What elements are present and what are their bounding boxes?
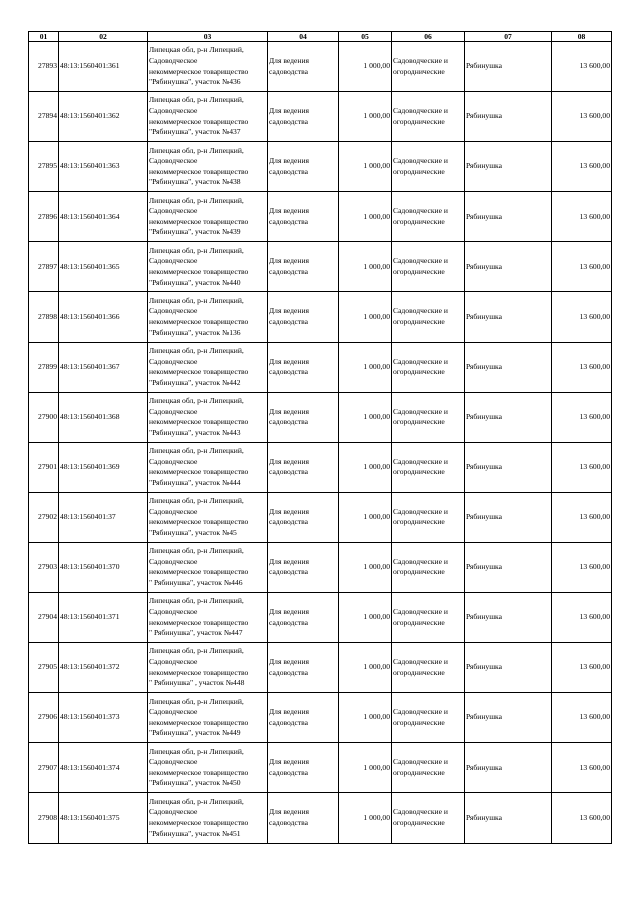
cadastral-number-cell: 48:13:1560401:369 bbox=[59, 442, 148, 492]
partnership-name-cell: Рябинушка bbox=[465, 142, 552, 192]
land-category-cell: Садоводческие и огороднические bbox=[392, 643, 465, 693]
land-category-cell: Садоводческие и огороднические bbox=[392, 743, 465, 793]
cadastral-number-cell: 48:13:1560401:368 bbox=[59, 392, 148, 442]
cadastral-number-cell: 48:13:1560401:372 bbox=[59, 643, 148, 693]
plot-area-cell: 1 000,00 bbox=[339, 743, 392, 793]
cadastral-value-cell: 13 600,00 bbox=[552, 492, 612, 542]
table-row bbox=[29, 793, 612, 843]
cadastral-value-cell: 13 600,00 bbox=[552, 292, 612, 342]
plot-area-cell: 1 000,00 bbox=[339, 542, 392, 592]
cadastral-number-cell: 48:13:1560401:37 bbox=[59, 492, 148, 542]
land-category-cell: Садоводческие и огороднические bbox=[392, 542, 465, 592]
cadastral-number-cell: 48:13:1560401:363 bbox=[59, 142, 148, 192]
plot-area-cell: 1 000,00 bbox=[339, 442, 392, 492]
permitted-use-cell: Для ведения садоводства bbox=[268, 42, 339, 92]
land-category-cell: Садоводческие и огороднические bbox=[392, 693, 465, 743]
plot-area-cell: 1 000,00 bbox=[339, 192, 392, 242]
row-number-cell: 27896 bbox=[29, 192, 59, 242]
table-body bbox=[29, 42, 612, 844]
permitted-use-cell: Для ведения садоводства bbox=[268, 92, 339, 142]
cadastral-number-cell: 48:13:1560401:364 bbox=[59, 192, 148, 242]
row-number-cell: 27903 bbox=[29, 542, 59, 592]
partnership-name-cell: Рябинушка bbox=[465, 593, 552, 643]
land-plots-table bbox=[28, 31, 612, 844]
cadastral-value-cell: 13 600,00 bbox=[552, 442, 612, 492]
plot-address-cell: Липецкая обл, р-н Липецкий, Садоводческое некоммерческое товарищество "Рябинушка", участок №439 bbox=[148, 192, 268, 242]
partnership-name-cell: Рябинушка bbox=[465, 242, 552, 292]
column-header-08: 08 bbox=[552, 32, 612, 42]
partnership-name-cell: Рябинушка bbox=[465, 693, 552, 743]
plot-address-cell: Липецкая обл, р-н Липецкий, Садоводческое некоммерческое товарищество "Рябинушка", участок №443 bbox=[148, 392, 268, 442]
cadastral-number-cell: 48:13:1560401:371 bbox=[59, 593, 148, 643]
plot-address-cell: Липецкая обл, р-н Липецкий, Садоводческое некоммерческое товарищество "Рябинушка", участок №442 bbox=[148, 342, 268, 392]
plot-address-cell: Липецкая обл, р-н Липецкий, Садоводческое некоммерческое товарищество "Рябинушка", участок №136 bbox=[148, 292, 268, 342]
partnership-name-cell: Рябинушка bbox=[465, 793, 552, 843]
permitted-use-cell: Для ведения садоводства bbox=[268, 743, 339, 793]
row-number-cell: 27907 bbox=[29, 743, 59, 793]
row-number-cell: 27904 bbox=[29, 593, 59, 643]
plot-address-cell: Липецкая обл, р-н Липецкий, Садоводческое некоммерческое товарищество " Рябинушка" , участок №448 bbox=[148, 643, 268, 693]
plot-address-cell: Липецкая обл, р-н Липецкий, Садоводческое некоммерческое товарищество "Рябинушка", участок №437 bbox=[148, 92, 268, 142]
row-number-cell: 27897 bbox=[29, 242, 59, 292]
cadastral-value-cell: 13 600,00 bbox=[552, 743, 612, 793]
plot-area-cell: 1 000,00 bbox=[339, 492, 392, 542]
column-header-07: 07 bbox=[465, 32, 552, 42]
plot-address-cell: Липецкая обл, р-н Липецкий, Садоводческое некоммерческое товарищество "Рябинушка", участок №45 bbox=[148, 492, 268, 542]
cadastral-value-cell: 13 600,00 bbox=[552, 342, 612, 392]
land-category-cell: Садоводческие и огороднические bbox=[392, 492, 465, 542]
table-row bbox=[29, 242, 612, 292]
plot-address-cell: Липецкая обл, р-н Липецкий, Садоводческое некоммерческое товарищество "Рябинушка", участок №451 bbox=[148, 793, 268, 843]
row-number-cell: 27894 bbox=[29, 92, 59, 142]
partnership-name-cell: Рябинушка bbox=[465, 392, 552, 442]
plot-address-cell: Липецкая обл, р-н Липецкий, Садоводческое некоммерческое товарищество " Рябинушка", участок №446 bbox=[148, 542, 268, 592]
partnership-name-cell: Рябинушка bbox=[465, 42, 552, 92]
partnership-name-cell: Рябинушка bbox=[465, 192, 552, 242]
table-row bbox=[29, 542, 612, 592]
partnership-name-cell: Рябинушка bbox=[465, 542, 552, 592]
permitted-use-cell: Для ведения садоводства bbox=[268, 593, 339, 643]
row-number-cell: 27905 bbox=[29, 643, 59, 693]
land-category-cell: Садоводческие и огороднические bbox=[392, 192, 465, 242]
permitted-use-cell: Для ведения садоводства bbox=[268, 542, 339, 592]
plot-address-cell: Липецкая обл, р-н Липецкий, Садоводческое некоммерческое товарищество "Рябинушка", участок №438 bbox=[148, 142, 268, 192]
cadastral-number-cell: 48:13:1560401:375 bbox=[59, 793, 148, 843]
plot-address-cell: Липецкая обл, р-н Липецкий, Садоводческое некоммерческое товарищество " Рябинушка", участок №447 bbox=[148, 593, 268, 643]
land-category-cell: Садоводческие и огороднические bbox=[392, 442, 465, 492]
cadastral-number-cell: 48:13:1560401:361 bbox=[59, 42, 148, 92]
cadastral-number-cell: 48:13:1560401:367 bbox=[59, 342, 148, 392]
table-row bbox=[29, 192, 612, 242]
plot-address-cell: Липецкая обл, р-н Липецкий, Садоводческое некоммерческое товарищество "Рябинушка", участок №444 bbox=[148, 442, 268, 492]
partnership-name-cell: Рябинушка bbox=[465, 342, 552, 392]
column-header-01: 01 bbox=[29, 32, 59, 42]
table-row bbox=[29, 142, 612, 192]
cadastral-number-cell: 48:13:1560401:374 bbox=[59, 743, 148, 793]
row-number-cell: 27908 bbox=[29, 793, 59, 843]
cadastral-value-cell: 13 600,00 bbox=[552, 693, 612, 743]
permitted-use-cell: Для ведения садоводства bbox=[268, 693, 339, 743]
land-category-cell: Садоводческие и огороднические bbox=[392, 793, 465, 843]
table-row bbox=[29, 442, 612, 492]
plot-area-cell: 1 000,00 bbox=[339, 593, 392, 643]
permitted-use-cell: Для ведения садоводства bbox=[268, 442, 339, 492]
cadastral-value-cell: 13 600,00 bbox=[552, 242, 612, 292]
permitted-use-cell: Для ведения садоводства bbox=[268, 392, 339, 442]
cadastral-value-cell: 13 600,00 bbox=[552, 92, 612, 142]
plot-area-cell: 1 000,00 bbox=[339, 92, 392, 142]
cadastral-value-cell: 13 600,00 bbox=[552, 392, 612, 442]
permitted-use-cell: Для ведения садоводства bbox=[268, 793, 339, 843]
row-number-cell: 27900 bbox=[29, 392, 59, 442]
permitted-use-cell: Для ведения садоводства bbox=[268, 492, 339, 542]
plot-address-cell: Липецкая обл, р-н Липецкий, Садоводческое некоммерческое товарищество "Рябинушка", участок №450 bbox=[148, 743, 268, 793]
land-category-cell: Садоводческие и огороднические bbox=[392, 142, 465, 192]
table-row bbox=[29, 392, 612, 442]
cadastral-value-cell: 13 600,00 bbox=[552, 542, 612, 592]
table-row bbox=[29, 492, 612, 542]
column-header-02: 02 bbox=[59, 32, 148, 42]
plot-area-cell: 1 000,00 bbox=[339, 292, 392, 342]
column-header-03: 03 bbox=[148, 32, 268, 42]
row-number-cell: 27902 bbox=[29, 492, 59, 542]
permitted-use-cell: Для ведения садоводства bbox=[268, 342, 339, 392]
cadastral-value-cell: 13 600,00 bbox=[552, 593, 612, 643]
cadastral-number-cell: 48:13:1560401:366 bbox=[59, 292, 148, 342]
table-row bbox=[29, 743, 612, 793]
plot-area-cell: 1 000,00 bbox=[339, 142, 392, 192]
partnership-name-cell: Рябинушка bbox=[465, 92, 552, 142]
cadastral-value-cell: 13 600,00 bbox=[552, 793, 612, 843]
permitted-use-cell: Для ведения садоводства bbox=[268, 242, 339, 292]
land-category-cell: Садоводческие и огороднические bbox=[392, 392, 465, 442]
plot-area-cell: 1 000,00 bbox=[339, 643, 392, 693]
table-row bbox=[29, 92, 612, 142]
plot-area-cell: 1 000,00 bbox=[339, 392, 392, 442]
cadastral-value-cell: 13 600,00 bbox=[552, 142, 612, 192]
land-category-cell: Садоводческие и огороднические bbox=[392, 292, 465, 342]
header-row bbox=[29, 32, 612, 42]
plot-area-cell: 1 000,00 bbox=[339, 342, 392, 392]
row-number-cell: 27895 bbox=[29, 142, 59, 192]
partnership-name-cell: Рябинушка bbox=[465, 292, 552, 342]
cadastral-number-cell: 48:13:1560401:370 bbox=[59, 542, 148, 592]
plot-area-cell: 1 000,00 bbox=[339, 242, 392, 292]
table-row bbox=[29, 693, 612, 743]
plot-area-cell: 1 000,00 bbox=[339, 42, 392, 92]
land-category-cell: Садоводческие и огороднические bbox=[392, 42, 465, 92]
cadastral-value-cell: 13 600,00 bbox=[552, 643, 612, 693]
cadastral-value-cell: 13 600,00 bbox=[552, 42, 612, 92]
table-row bbox=[29, 643, 612, 693]
row-number-cell: 27899 bbox=[29, 342, 59, 392]
table-row bbox=[29, 292, 612, 342]
plot-area-cell: 1 000,00 bbox=[339, 693, 392, 743]
permitted-use-cell: Для ведения садоводства bbox=[268, 643, 339, 693]
cadastral-number-cell: 48:13:1560401:373 bbox=[59, 693, 148, 743]
row-number-cell: 27906 bbox=[29, 693, 59, 743]
cadastral-number-cell: 48:13:1560401:365 bbox=[59, 242, 148, 292]
permitted-use-cell: Для ведения садоводства bbox=[268, 192, 339, 242]
column-header-06: 06 bbox=[392, 32, 465, 42]
document-page bbox=[28, 31, 611, 844]
permitted-use-cell: Для ведения садоводства bbox=[268, 142, 339, 192]
land-category-cell: Садоводческие и огороднические bbox=[392, 593, 465, 643]
plot-address-cell: Липецкая обл, р-н Липецкий, Садоводческое некоммерческое товарищество "Рябинушка", участок №440 bbox=[148, 242, 268, 292]
row-number-cell: 27901 bbox=[29, 442, 59, 492]
table-row bbox=[29, 42, 612, 92]
plot-area-cell: 1 000,00 bbox=[339, 793, 392, 843]
partnership-name-cell: Рябинушка bbox=[465, 743, 552, 793]
plot-address-cell: Липецкая обл, р-н Липецкий, Садоводческое некоммерческое товарищество "Рябинушка", участок №436 bbox=[148, 42, 268, 92]
land-category-cell: Садоводческие и огороднические bbox=[392, 342, 465, 392]
table-row bbox=[29, 593, 612, 643]
table-row bbox=[29, 342, 612, 392]
partnership-name-cell: Рябинушка bbox=[465, 442, 552, 492]
permitted-use-cell: Для ведения садоводства bbox=[268, 292, 339, 342]
column-header-05: 05 bbox=[339, 32, 392, 42]
cadastral-number-cell: 48:13:1560401:362 bbox=[59, 92, 148, 142]
cadastral-value-cell: 13 600,00 bbox=[552, 192, 612, 242]
row-number-cell: 27893 bbox=[29, 42, 59, 92]
row-number-cell: 27898 bbox=[29, 292, 59, 342]
land-category-cell: Садоводческие и огороднические bbox=[392, 242, 465, 292]
land-category-cell: Садоводческие и огороднические bbox=[392, 92, 465, 142]
plot-address-cell: Липецкая обл, р-н Липецкий, Садоводческое некоммерческое товарищество "Рябинушка", участок №449 bbox=[148, 693, 268, 743]
partnership-name-cell: Рябинушка bbox=[465, 643, 552, 693]
partnership-name-cell: Рябинушка bbox=[465, 492, 552, 542]
column-header-04: 04 bbox=[268, 32, 339, 42]
